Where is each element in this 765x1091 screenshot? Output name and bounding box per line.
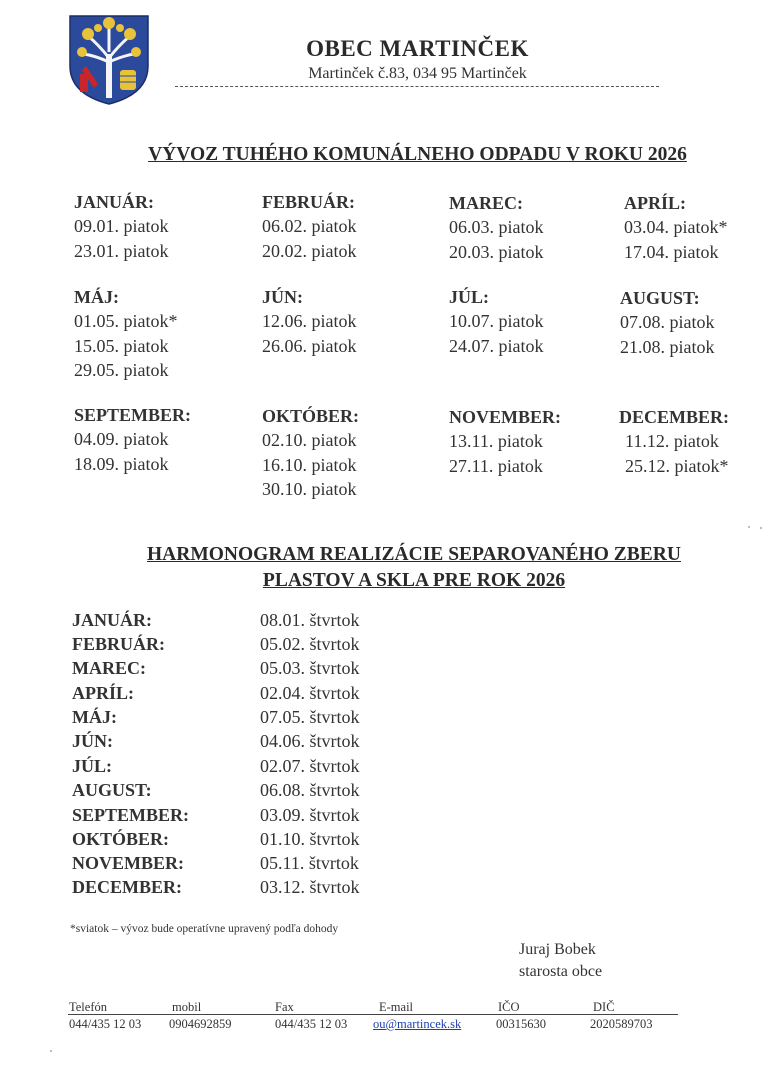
list-item bbox=[72, 634, 472, 658]
separation-schedule-heading-line2: PLASTOV A SKLA PRE ROK 2026 bbox=[262, 570, 566, 591]
signatory-role: starosta obce bbox=[519, 963, 603, 980]
collection-date: 05.02. štvrtok bbox=[260, 634, 360, 654]
waste-month-october bbox=[262, 404, 359, 502]
collection-date: 10.07. piatok bbox=[449, 311, 544, 331]
collection-date: 30.10. piatok bbox=[262, 479, 357, 499]
collection-date: 17.04. piatok bbox=[624, 241, 719, 262]
footer-label-ico: IČO bbox=[498, 1000, 520, 1014]
collection-date: 13.11. piatok bbox=[449, 431, 543, 451]
footer-label-email: E-mail bbox=[379, 1000, 414, 1014]
collection-date: 20.02. piatok bbox=[262, 240, 357, 261]
month-name: SEPTEMBER: bbox=[72, 805, 190, 825]
month-name: NOVEMBER: bbox=[449, 407, 561, 427]
waste-schedule-heading: VÝVOZ TUHÉHO KOMUNÁLNEHO ODPADU V ROKU 2026 bbox=[148, 144, 687, 165]
list-item bbox=[72, 731, 472, 755]
collection-date: 01.10. štvrtok bbox=[260, 829, 360, 849]
list-item bbox=[72, 805, 472, 829]
collection-date: 11.12. piatok bbox=[625, 431, 719, 451]
waste-month-july bbox=[449, 285, 544, 358]
waste-month-march bbox=[449, 191, 544, 264]
collection-date: 03.04. piatok* bbox=[624, 217, 728, 237]
collection-date: 18.09. piatok bbox=[74, 453, 169, 474]
month-name: MAREC: bbox=[449, 193, 523, 213]
collection-date: 03.12. štvrtok bbox=[260, 877, 360, 897]
list-item bbox=[72, 877, 472, 901]
collection-date: 08.01. štvrtok bbox=[260, 610, 360, 630]
month-name: DECEMBER: bbox=[619, 407, 730, 427]
municipality-address: Martinček č.83, 034 95 Martinček bbox=[308, 65, 527, 82]
collection-date: 06.02. piatok bbox=[262, 216, 357, 236]
collection-date: 21.08. piatok bbox=[620, 336, 715, 357]
collection-date: 27.11. piatok bbox=[449, 455, 543, 476]
collection-date: 04.06. štvrtok bbox=[260, 731, 360, 751]
collection-date: 07.08. piatok bbox=[620, 312, 715, 332]
month-name: JÚL: bbox=[449, 287, 489, 307]
month-name: AUGUST: bbox=[72, 780, 152, 800]
waste-month-january bbox=[74, 190, 169, 263]
month-name: MÁJ: bbox=[72, 707, 117, 727]
waste-month-september bbox=[74, 403, 191, 476]
collection-date: 03.09. štvrtok bbox=[260, 805, 360, 825]
month-name: APRÍL: bbox=[72, 683, 134, 703]
collection-date: 02.07. štvrtok bbox=[260, 756, 360, 776]
collection-date: 06.03. piatok bbox=[449, 217, 544, 237]
collection-date: 05.03. štvrtok bbox=[260, 658, 360, 678]
month-name: JANUÁR: bbox=[74, 192, 154, 212]
month-name: DECEMBER: bbox=[72, 877, 183, 897]
list-item bbox=[72, 853, 472, 877]
footer-email-link[interactable]: ou@martincek.sk bbox=[373, 1017, 462, 1031]
list-item bbox=[72, 610, 472, 634]
waste-month-november bbox=[449, 405, 561, 478]
footer-value-phone: 044/435 12 03 bbox=[69, 1017, 142, 1031]
footer-label-dic: DIČ bbox=[593, 1000, 615, 1014]
list-item bbox=[72, 756, 472, 780]
list-item bbox=[72, 683, 472, 707]
list-item bbox=[72, 707, 472, 731]
footer-label-phone: Telefón bbox=[69, 1000, 107, 1014]
collection-date: 05.11. štvrtok bbox=[260, 853, 359, 873]
collection-date: 24.07. piatok bbox=[449, 335, 544, 356]
waste-month-february bbox=[262, 190, 357, 263]
waste-month-june bbox=[262, 285, 357, 358]
footer-value-mobile: 0904692859 bbox=[169, 1017, 232, 1031]
footer-label-fax: Fax bbox=[275, 1000, 294, 1014]
waste-month-may bbox=[74, 285, 178, 383]
footer-value-fax: 044/435 12 03 bbox=[275, 1017, 348, 1031]
collection-date: 15.05. piatok bbox=[74, 335, 169, 356]
collection-date: 20.03. piatok bbox=[449, 241, 544, 262]
collection-date: 02.10. piatok bbox=[262, 430, 357, 450]
footer-divider bbox=[68, 1014, 678, 1015]
month-name: APRÍL: bbox=[624, 193, 686, 213]
month-name: JÚL: bbox=[72, 756, 112, 776]
month-name: FEBRUÁR: bbox=[262, 192, 355, 212]
month-name: SEPTEMBER: bbox=[74, 405, 192, 425]
list-item bbox=[72, 829, 472, 853]
month-name: JÚN: bbox=[72, 731, 113, 751]
collection-date: 02.04. štvrtok bbox=[260, 683, 360, 703]
collection-date: 26.06. piatok bbox=[262, 335, 357, 356]
collection-date: 25.12. piatok* bbox=[625, 455, 729, 476]
month-name: OKTÓBER: bbox=[262, 406, 360, 426]
separation-schedule-heading-line1: HARMONOGRAM REALIZÁCIE SEPAROVANÉHO ZBERU bbox=[147, 544, 681, 565]
list-item bbox=[72, 780, 472, 804]
waste-month-august bbox=[620, 286, 715, 359]
scan-speck bbox=[748, 526, 750, 528]
month-name: NOVEMBER: bbox=[72, 853, 184, 873]
collection-date: 04.09. piatok bbox=[74, 429, 169, 449]
municipality-title: OBEC MARTINČEK bbox=[306, 36, 529, 61]
scan-speck bbox=[760, 527, 762, 529]
waste-month-december bbox=[619, 405, 729, 478]
collection-date: 12.06. piatok bbox=[262, 311, 357, 331]
list-item bbox=[72, 658, 472, 682]
month-name: FEBRUÁR: bbox=[72, 634, 165, 654]
signatory-name: Juraj Bobek bbox=[519, 941, 596, 958]
header-dashed-divider bbox=[175, 86, 659, 87]
collection-date: 06.08. štvrtok bbox=[260, 780, 360, 800]
collection-date: 16.10. piatok bbox=[262, 454, 357, 475]
month-name: MÁJ: bbox=[74, 287, 119, 307]
month-name: JÚN: bbox=[262, 287, 303, 307]
month-name: AUGUST: bbox=[620, 288, 700, 308]
footer-value-dic: 2020589703 bbox=[590, 1017, 653, 1031]
collection-date: 29.05. piatok bbox=[74, 360, 169, 380]
holiday-footnote: *sviatok – vývoz bude operatívne upravený podľa dohody bbox=[70, 923, 339, 935]
scan-speck bbox=[50, 1050, 52, 1052]
collection-date: 07.05. štvrtok bbox=[260, 707, 360, 727]
month-name: JANUÁR: bbox=[72, 610, 152, 630]
month-name: MAREC: bbox=[72, 658, 146, 678]
collection-date: 09.01. piatok bbox=[74, 216, 169, 236]
collection-date: 01.05. piatok* bbox=[74, 311, 178, 331]
waste-month-april bbox=[624, 191, 728, 264]
footer-value-ico: 00315630 bbox=[496, 1017, 546, 1031]
month-name: OKTÓBER: bbox=[72, 829, 170, 849]
collection-date: 23.01. piatok bbox=[74, 240, 169, 261]
footer-label-mobile: mobil bbox=[172, 1000, 202, 1014]
